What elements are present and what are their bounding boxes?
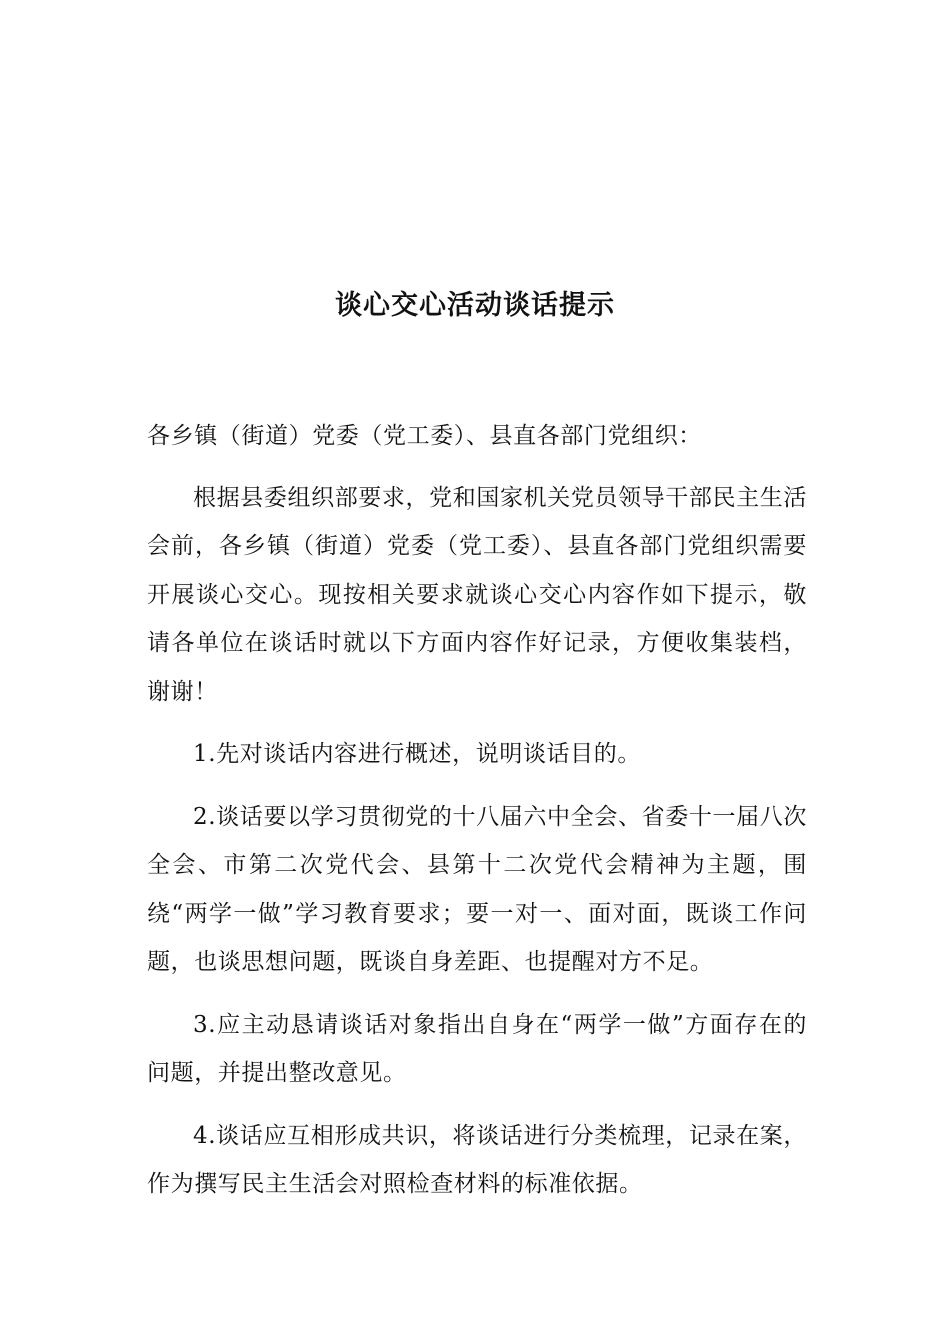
document-title: 谈心交心活动谈话提示 <box>335 290 615 321</box>
document-body <box>147 412 807 1223</box>
list-item-1: 1.先对谈话内容进行概述，说明谈话目的。 <box>193 741 641 767</box>
salutation: 各乡镇（街道）党委（党工委）、县直各部门党组织： <box>147 423 702 449</box>
list-item-2: 2.谈话要以学习贯彻党的十八届六中全会、省委十一届八次全会、市第二次党代会、县第十二次党代会精神为主题，围绕“两学一做”学习教育要求；要一对一、面对面，既谈工作问题，也谈思想问题，既谈自身差距、也提醒对方不足。 <box>147 803 807 975</box>
intro-paragraph: 根据县委组织部要求，党和国家机关党员领导干部民主生活会前，各乡镇（街道）党委（党工委）、县直各部门党组织需要开展谈心交心。现按相关要求就谈心交心内容作如下提示，敬请各单位在谈话时就以下方面内容作好记录，方便收集装档，谢谢！ <box>147 484 807 705</box>
list-item-3: 3.应主动恳请谈话对象指出自身在“两学一做”方面存在的问题，并提出整改意见。 <box>147 1011 807 1086</box>
list-item-4: 4.谈话应互相形成共识，将谈话进行分类梳理，记录在案，作为撰写民主生活会对照检查材料的标准依据。 <box>147 1122 807 1197</box>
